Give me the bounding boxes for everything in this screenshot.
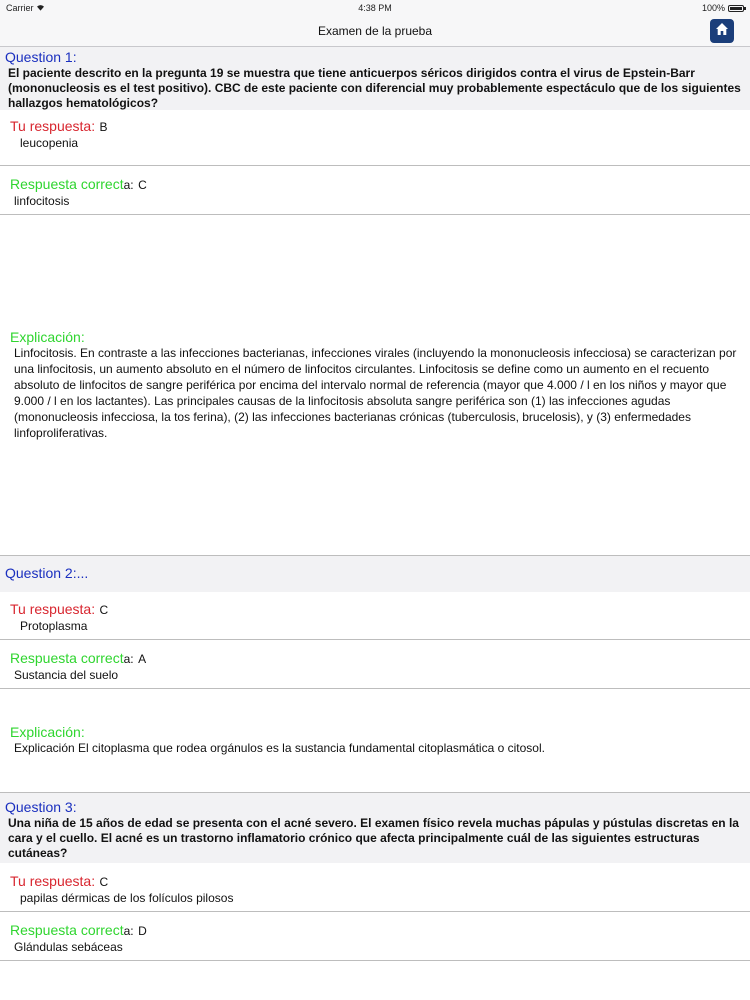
correct-answer-label: Respuesta correct	[10, 650, 124, 666]
explanation-text: Explicación El citoplasma que rodea orgánulos es la sustancia fundamental citoplasmática o citosol.	[14, 741, 545, 755]
your-answer-letter: C	[99, 875, 109, 889]
question-text: El paciente descrito en la pregunta 19 se muestra que tiene anticuerpos séricos dirigidos contra el virus de Epstein-Barr (mononucleosis es el test positivo). CBC de este paciente con diferencial muy probablemente espectáculo que de los siguientes hallazgos hematológicos?	[8, 66, 741, 110]
correct-answer-label-suffix: a:	[123, 924, 134, 938]
home-icon	[715, 22, 729, 41]
status-time: 4:38 PM	[358, 3, 392, 13]
question-label: Question 3:	[5, 799, 77, 815]
correct-answer-text: Glándulas sebáceas	[14, 940, 123, 954]
correct-answer-letter: A	[138, 652, 147, 666]
your-answer-block	[0, 592, 750, 640]
explanation-block	[0, 215, 750, 556]
your-answer-text: Protoplasma	[20, 619, 88, 633]
correct-answer-label: Respuesta correct	[10, 922, 124, 938]
your-answer-label: Tu respuesta:	[10, 601, 96, 617]
your-answer-letter: B	[99, 120, 108, 134]
correct-answer-letter: C	[138, 178, 147, 192]
your-answer-label: Tu respuesta:	[10, 873, 96, 889]
your-answer-text: papilas dérmicas de los folículos pilosos	[20, 891, 234, 905]
explanation-block	[0, 689, 750, 793]
correct-answer-label-suffix: a:	[123, 652, 134, 666]
status-carrier: Carrier	[6, 3, 45, 13]
explanation-label: Explicación:	[10, 329, 85, 345]
battery-percent: 100%	[701, 3, 725, 13]
correct-answer-block	[0, 912, 750, 961]
explanation-text: Linfocitosis. En contraste a las infecciones bacterianas, infecciones virales (incluyendo la mononucleosis infecciosa) se caracterizan por una linfocitosis, un aumento absoluto en el número de linfocitos circulantes. Linfocitosis se define como un aumento en el recuento absoluto de linfocitos de sangre periférica por encima del intervalo normal de referencia (mayor que 4.000 / l en los niños y mayor que 9.000 / l en los lactantes). Las principales causas de la linfocitosis absoluta sangre periférica son (1) las infecciones agudas (mononucleosis infecciosa, la tos ferina), (2) las infecciones bacterianas crónicas (tuberculosis, brucelosis), y (3) enfermedades linfoproliferativas.	[14, 346, 737, 440]
page-title: Examen de la prueba	[317, 24, 433, 38]
status-bar	[0, 0, 750, 16]
correct-answer-text: Sustancia del suelo	[14, 668, 119, 682]
your-answer-text: leucopenia	[20, 136, 79, 150]
battery-icon	[728, 5, 744, 12]
your-answer-letter: C	[99, 603, 109, 617]
correct-answer-block	[0, 640, 750, 689]
your-answer-label: Tu respuesta:	[10, 118, 96, 134]
explanation-label: Explicación:	[10, 724, 85, 740]
home-button[interactable]	[710, 19, 734, 43]
correct-answer-label-suffix: a:	[123, 178, 134, 192]
question-2-header	[0, 556, 750, 592]
your-answer-block	[0, 110, 750, 166]
correct-answer-label: Respuesta correct	[10, 176, 124, 192]
results-list[interactable]	[0, 47, 750, 961]
correct-answer-text: linfocitosis	[14, 194, 70, 208]
your-answer-block	[0, 863, 750, 912]
correct-answer-letter: D	[138, 924, 147, 938]
question-1-header	[0, 47, 750, 110]
status-battery	[702, 3, 744, 13]
correct-answer-block	[0, 166, 750, 215]
question-text: Una niña de 15 años de edad se presenta con el acné severo. El examen físico revela muchas pápulas y pústulas discretas en la cara y el cuello. El acné es un trastorno inflamatorio crónico que afecta principalmente cuál de las siguientes estructuras cutáneas?	[8, 816, 739, 860]
question-label: Question 1:	[5, 49, 77, 65]
question-3-header	[0, 793, 750, 863]
question-label: Question 2:...	[5, 565, 89, 581]
navigation-bar	[0, 16, 750, 47]
